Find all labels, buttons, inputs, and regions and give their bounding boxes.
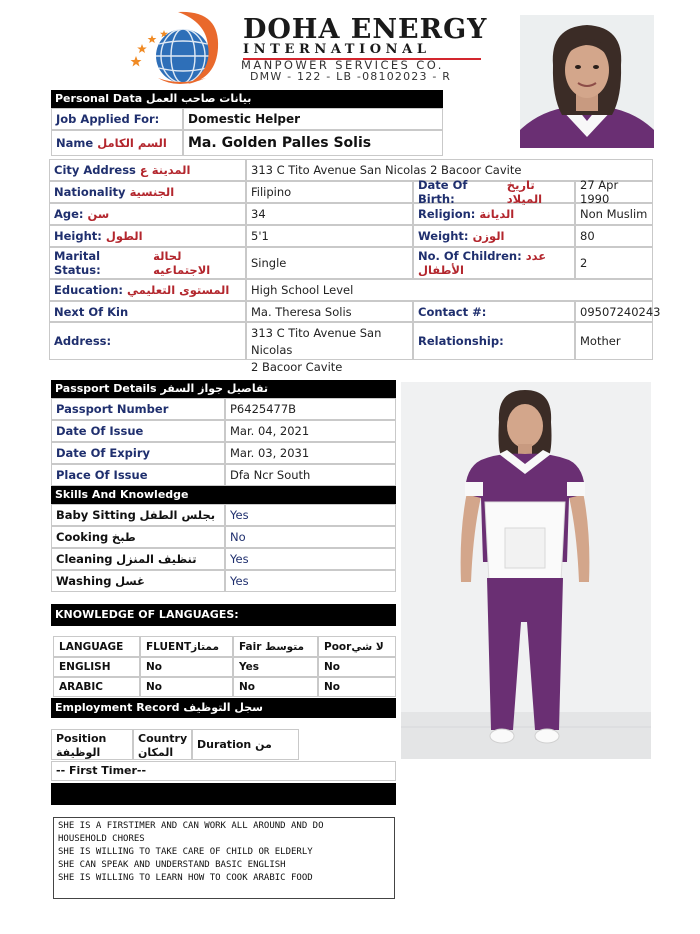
next-of-kin-label: Next Of Kin bbox=[49, 301, 246, 322]
skill-cleaning-label: Cleaning تنظيف المنزل bbox=[51, 548, 225, 570]
personal-data-header: Personal Data بيانات صاحب العمل bbox=[51, 90, 443, 108]
next-of-kin-value: Ma. Theresa Solis bbox=[246, 301, 413, 322]
country-column-header: Country المكان bbox=[133, 729, 192, 760]
dob-label: Date Of Birth: تاريخ الميلاد bbox=[413, 181, 575, 203]
applicant-full-body-photo bbox=[401, 382, 651, 759]
languages-header: KNOWLEDGE OF LANGUAGES: bbox=[51, 604, 396, 626]
skill-cooking-label: Cooking طبخ bbox=[51, 526, 225, 548]
company-name: DOHA ENERGY bbox=[243, 14, 488, 45]
skill-cleaning-value: Yes bbox=[225, 548, 396, 570]
name-label: Name السم الكامل bbox=[51, 130, 183, 156]
english-fluent: No bbox=[140, 657, 233, 677]
skill-baby-sitting-label: Baby Sitting بجلس الطفل bbox=[51, 504, 225, 526]
age-value: 34 bbox=[246, 203, 413, 225]
poor-column-header: Poorلا شي bbox=[318, 636, 396, 657]
expiry-date-value: Mar. 03, 2031 bbox=[225, 442, 396, 464]
job-applied-label: Job Applied For: bbox=[51, 108, 183, 130]
first-timer-row: -- First Timer-- bbox=[51, 761, 396, 781]
employment-footer-bar bbox=[51, 783, 396, 805]
kin-address-label: Address: bbox=[49, 322, 246, 360]
passport-number-value: P6425477B bbox=[225, 398, 396, 420]
remark-line: SHE IS A FIRSTIMER AND CAN WORK ALL AROUND AND DO bbox=[58, 821, 324, 831]
skill-baby-sitting-value: Yes bbox=[225, 504, 396, 526]
language-english: ENGLISH bbox=[53, 657, 140, 677]
arabic-fair: No bbox=[233, 677, 318, 697]
language-column-header: LANGUAGE bbox=[53, 636, 140, 657]
company-subtitle: INTERNATIONAL bbox=[243, 42, 481, 60]
marital-status-label: Marital Status: لحالة الاجتماعيه bbox=[49, 247, 246, 279]
duration-column-header: Duration من bbox=[192, 729, 299, 760]
arabic-fluent: No bbox=[140, 677, 233, 697]
fair-column-header: Fair متوسط bbox=[233, 636, 318, 657]
language-arabic: ARABIC bbox=[53, 677, 140, 697]
skill-washing-value: Yes bbox=[225, 570, 396, 592]
city-address-label: City Address المدينة ع bbox=[49, 159, 246, 181]
passport-details-header: Passport Details تفاصيل جواز السفر bbox=[51, 380, 396, 398]
relationship-label: Relationship: bbox=[413, 322, 575, 360]
relationship-value: Mother bbox=[575, 322, 653, 360]
company-services: MANPOWER SERVICES CO. bbox=[241, 58, 444, 72]
remark-line: SHE CAN SPEAK AND UNDERSTAND BASIC ENGLISH bbox=[58, 860, 286, 870]
dob-value: 27 Apr 1990 bbox=[575, 181, 653, 203]
remark-line: SHE IS WILLING TO TAKE CARE OF CHILD OR ELDERLY bbox=[58, 847, 313, 857]
weight-value: 80 bbox=[575, 225, 653, 247]
expiry-date-label: Date Of Expiry bbox=[51, 442, 225, 464]
skill-cooking-value: No bbox=[225, 526, 396, 548]
kin-address-value: 313 C Tito Avenue San Nicolas 2 Bacoor Cavite bbox=[246, 322, 413, 360]
place-of-issue-label: Place Of Issue bbox=[51, 464, 225, 486]
skill-washing-label: Washing غسل bbox=[51, 570, 225, 592]
height-value: 5'1 bbox=[246, 225, 413, 247]
passport-number-label: Passport Number bbox=[51, 398, 225, 420]
employment-record-header: Employment Record سجل التوظيف bbox=[51, 698, 396, 718]
children-label: No. Of Children: عدد الأطفال bbox=[413, 247, 575, 279]
remark-line: HOUSEHOLD CHORES bbox=[58, 834, 145, 844]
company-logo-icon bbox=[128, 8, 228, 86]
religion-value: Non Muslim bbox=[575, 203, 653, 225]
job-applied-value: Domestic Helper bbox=[183, 108, 443, 130]
religion-label: Religion: الديانة bbox=[413, 203, 575, 225]
english-fair: Yes bbox=[233, 657, 318, 677]
education-value: High School Level bbox=[246, 279, 653, 301]
skills-header: Skills And Knowledge bbox=[51, 486, 396, 504]
height-label: Height: الطول bbox=[49, 225, 246, 247]
applicant-headshot-photo bbox=[520, 15, 654, 148]
position-column-header: Position الوظيفة bbox=[51, 729, 133, 760]
city-address-value: 313 C Tito Avenue San Nicolas 2 Bacoor Cavite bbox=[246, 159, 653, 181]
education-label: Education: المستوى التعليمي bbox=[49, 279, 246, 301]
nationality-label: Nationality الجنسية bbox=[49, 181, 246, 203]
marital-status-value: Single bbox=[246, 247, 413, 279]
contact-label: Contact #: bbox=[413, 301, 575, 322]
age-label: Age: سن bbox=[49, 203, 246, 225]
remarks-box bbox=[53, 817, 395, 899]
applicant-name: Ma. Golden Palles Solis bbox=[183, 130, 443, 156]
nationality-value: Filipino bbox=[246, 181, 413, 203]
issue-date-label: Date Of Issue bbox=[51, 420, 225, 442]
place-of-issue-value: Dfa Ncr South bbox=[225, 464, 396, 486]
contact-value: 09507240243 bbox=[575, 301, 653, 322]
company-license: DMW - 122 - LB -08102023 - R bbox=[250, 70, 452, 83]
weight-label: Weight: الوزن bbox=[413, 225, 575, 247]
english-poor: No bbox=[318, 657, 396, 677]
issue-date-value: Mar. 04, 2021 bbox=[225, 420, 396, 442]
remark-line: SHE IS WILLING TO LEARN HOW TO COOK ARABIC FOOD bbox=[58, 873, 313, 883]
fluent-column-header: FLUENTممتاز bbox=[140, 636, 233, 657]
children-value: 2 bbox=[575, 247, 653, 279]
arabic-poor: No bbox=[318, 677, 396, 697]
